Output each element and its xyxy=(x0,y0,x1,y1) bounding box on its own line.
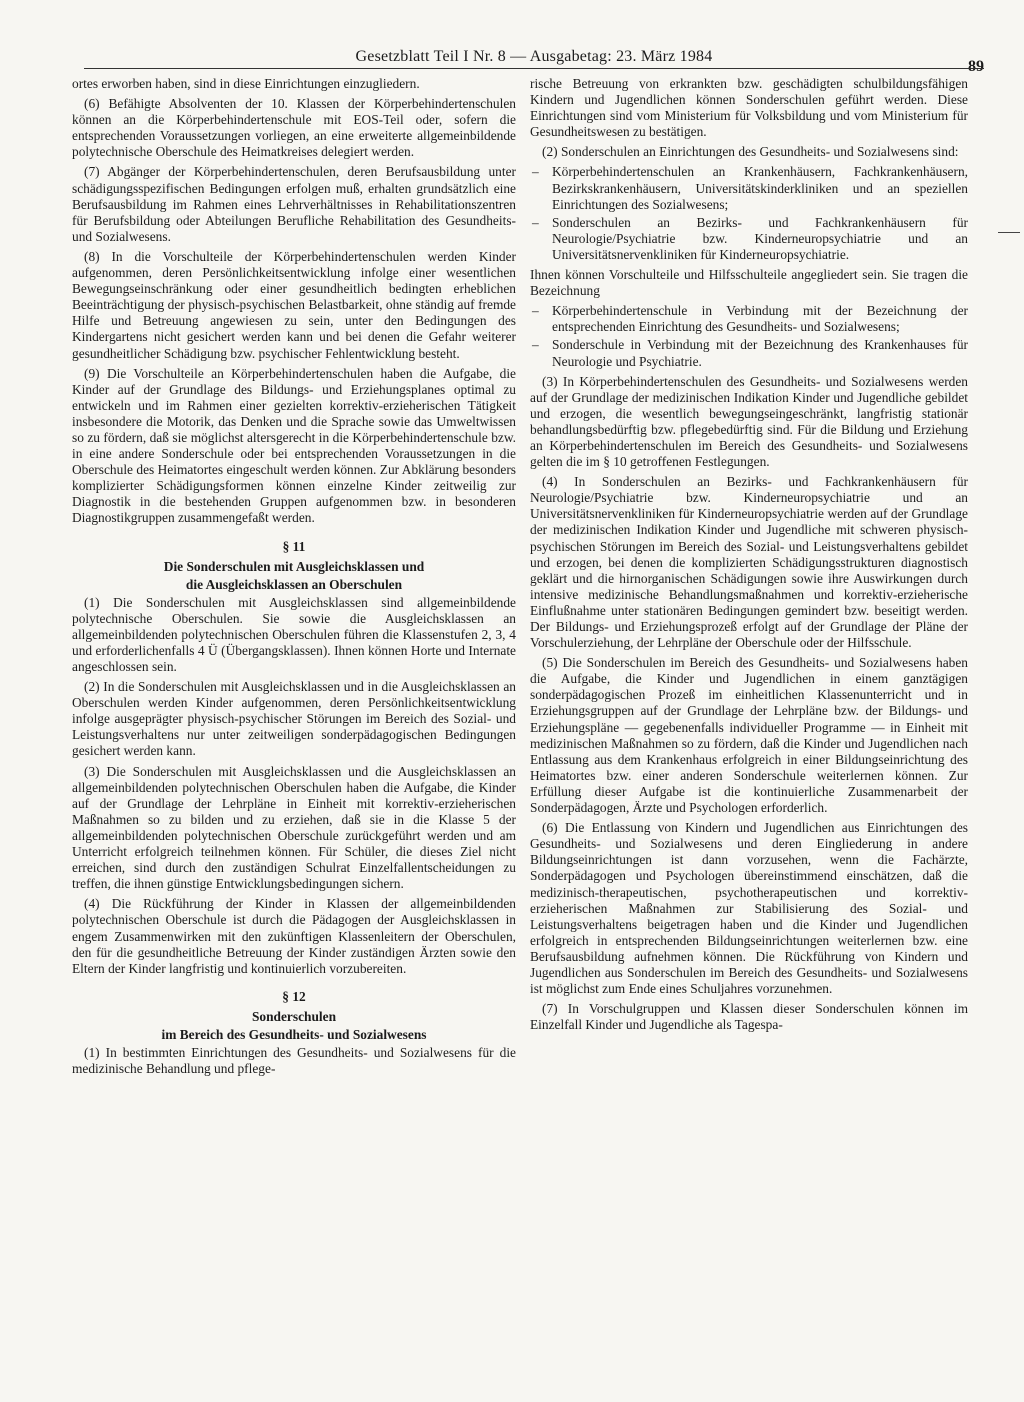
paragraph-12-3: (3) In Körperbehindertenschulen des Gesundheits- und Sozialwesens werden auf der Grundlage der medizinischen Indikation Kinder und Jugendliche gebildet und erzogen, die wesentlich bewegungseingeschränkt, langfristig stationär behandlungsbedürftig bzw. pflegebedürftig sind. Für die Bildung und Erziehung an Körperbehindertenschulen im Bereich des Gesundheits- und Sozialwesens gelten die im § 10 getroffenen Festlegungen. xyxy=(530,373,968,470)
paragraph-12-1-start: (1) In bestimmten Einrichtungen des Gesundheits- und Sozialwesens für die medizinische Behandlung und pflege- xyxy=(72,1044,516,1076)
paragraph-11-2: (2) In die Sonderschulen mit Ausgleichsklassen und in die Ausgleichsklassen an Oberschulen werden Kinder aufgenommen, deren Persönlichkeitsentwicklung infolge ausgeprägter physisch-psychischer Störungen im Bereich des Sozial- und Leistungsverhaltens nur unter zeitweiligen sonderpädagogischen Bedingungen gesichert werden kann. xyxy=(72,679,516,759)
section-12-number: § 12 xyxy=(282,988,306,1004)
section-11-number: § 11 xyxy=(282,538,306,554)
designation-list xyxy=(530,303,968,369)
section-11-title-line-1: Die Sonderschulen mit Ausgleichsklassen und xyxy=(163,558,425,574)
list-item: – Sonderschulen an Bezirks- und Fachkrankenhäusern für Neurologie/Psychiatrie bzw. Kinderneuropsychiatrie und an Universitätsnervenkliniken für Kinderneuropsychiatrie. xyxy=(530,215,968,263)
section-11-title-line-2: die Ausgleichsklassen an Oberschulen xyxy=(185,576,403,592)
section-12-title-line-2: im Bereich des Gesundheits- und Sozialwesens xyxy=(161,1026,427,1042)
list-item: – Körperbehindertenschule in Verbindung mit der Bezeichnung der entsprechenden Einrichtung des Gesundheits- und Sozialwesens; xyxy=(530,303,968,335)
paragraph-12-7-start: (7) In Vorschulgruppen und Klassen dieser Sonderschulen können im Einzelfall Kinder und Jugendliche als Tagespa- xyxy=(530,1001,968,1033)
paragraph-10-6: (6) Befähigte Absolventen der 10. Klassen der Körperbehindertenschulen können an die Körperbehindertenschule mit EOS-Teil oder, sofern die entsprechenden Voraussetzungen vorliegen, an eine erweiterte allgemeinbildende polytechnische Oberschule des Heimatkreises delegiert werden. xyxy=(72,96,516,160)
list-item: – Sonderschule in Verbindung mit der Bezeichnung des Krankenhauses für Neurologie und Psychiatrie. xyxy=(530,337,968,369)
paragraph-10-9: (9) Die Vorschulteile an Körperbehindertenschulen haben die Aufgabe, die Kinder auf der Grundlage des Bildungs- und Erziehungsplanes optimal zu entwickeln und im Rahmen einer gezielten korrektiv-erzieherischen Tätigkeit insbesondere die Motorik, das Denken und die Sprache sowie das Umweltwissen so zu fördern, daß sie möglichst altersgerecht in die Körperbehindertenschule bzw. in eine andere Sonderschule oder bei entsprechenden Voraussetzungen in die Oberschule des Heimatortes eingeschult werden können. Zur Abklärung besonders komplizierter Schädigungsformen können einzelne Kinder zeitweilig zur Diagnostik in die bestehenden Gruppen aufgenommen bzw. in besonderen Diagnostikgruppen zusammengefaßt werden. xyxy=(72,365,516,526)
paragraph-12-2-designation: Ihnen können Vorschulteile und Hilfsschulteile angegliedert sein. Sie tragen die Bezeichnung xyxy=(530,267,968,299)
paragraph-12-1-continuation: rische Betreuung von erkrankten bzw. geschädigten schulbildungsfähigen Kindern und Jugendlichen können Sonderschulen geführt werden. Diese Einrichtungen sind vom Ministerium für Volksbildung und vom Ministerium für Gesundheitswesen zu bestätigen. xyxy=(530,76,968,140)
paragraph-11-3: (3) Die Sonderschulen mit Ausgleichsklassen und die Ausgleichsklassen an allgemeinbildenden polytechnischen Oberschulen haben die Aufgabe, die Kinder auf der Grundlage der Lehrpläne in Einheit mit korrektiv-erzieherischen Maßnahmen so zu bilden und zu erziehen, daß sie in die Klasse 5 der allgemeinbildenden polytechnischen Oberschule zurückgeführt werden und am Unterricht erfolgreich teilnehmen können. Für Schüler, die dieses Ziel nicht erreichen, sind durch den zuständigen Schulrat Einzelfallentscheidungen zu treffen, die ihnen günstige Entwicklungsbedingungen sichern. xyxy=(72,763,516,892)
header-rule xyxy=(84,68,984,69)
paragraph-11-4: (4) Die Rückführung der Kinder in Klassen der allgemeinbildenden polytechnischen Oberschule ist durch die Pädagogen der Ausgleichsklassen in engem Zusammenwirken mit den zukünftigen Klassenleitern der Oberschulen, den für die gesundheitliche Betreuung der Kinder zuständigen Ärzten sowie den Eltern der Kinder langfristig und kontinuierlich vorzubereiten. xyxy=(72,896,516,976)
right-column xyxy=(530,76,968,1037)
page-number: 89 xyxy=(968,58,984,75)
list-item: – Körperbehindertenschulen an Krankenhäusern, Fachkrankenhäusern, Bezirkskrankenhäusern, Universitätskinderkliniken und an speziellen Einrichtungen des Sozialwesens; xyxy=(530,164,968,212)
section-12-title-line-1: Sonderschulen xyxy=(251,1008,337,1024)
paragraph-12-4: (4) In Sonderschulen an Bezirks- und Fachkrankenhäusern für Neurologie/Psychiatrie bzw. Kinderneuropsychiatrie und an Universitätsnervenkliniken für Kinderneuropsychiatrie werden auf der Grundlage der medizinischen Indikation Kinder und Jugendliche mit schweren physisch-psychischen Störungen im Bereich des Sozial- und Leistungsverhaltens gebildet und erzogen, bei denen die komplizierten Schädigungsstrukturen diagnostisch geklärt und die hirnorganischen Schädigungen sowie ihre Auswirkungen durch intensive medizinische Behandlungsmaßnahmen und korrektiv-erzieherische Einflußnahme unter stationären Bedingungen gemindert bzw. beseitigt werden. Der Bildungs- und Erziehungsprozeß erfolgt auf der Grundlage der Pläne der Vorschulerziehung, der Lehrpläne der Oberschule oder der Hilfsschule. xyxy=(530,474,968,651)
left-column xyxy=(72,76,516,1081)
margin-mark xyxy=(998,232,1020,233)
paragraph-11-1: (1) Die Sonderschulen mit Ausgleichsklassen sind allgemeinbildende polytechnische Oberschulen. Sie sowie die Ausgleichsklassen an allgemeinbildenden polytechnischen Oberschulen führen die Klassenstufen 2, 3, 4 und erforderlichenfalls 4 Ü (Übergangsklassen). Ihnen können Horte und Internate angeschlossen sein. xyxy=(72,594,516,674)
paragraph-12-5: (5) Die Sonderschulen im Bereich des Gesundheits- und Sozialwesens haben die Aufgabe, die Kinder und Jugendlichen in einem ganztägigen sonderpädagogischen Prozeß im einheitlichen Klassenunterricht und in Erziehungsgruppen auf der Grundlage der Lehrpläne bzw. der Bildungs- und Erziehungspläne — gegebenenfalls individueller Programme — in Einheit mit medizinischen Maßnahmen so zu fördern, daß die Kinder und Jugendlichen nach Entlassung aus dem Krankenhaus erfolgreich in einer Bildungseinrichtung des Heimatortes bzw. einer anderen Sonderschule weiterlernen können. Zur Erfüllung dieser Aufgabe ist die kontinuierliche Zusammenarbeit der Sonderpädagogen, Ärzte und Psychologen erforderlich. xyxy=(530,655,968,816)
paragraph-10-7: (7) Abgänger der Körperbehindertenschulen, deren Berufsausbildung unter schädigungsspezifischen Bedingungen erfolgen muß, erhalten grundsätzlich eine Berufsausbildung im Rahmen eines Lehrverhältnisses in Rehabilitationszentren für Berufsbildung oder Abteilungen Berufliche Rehabilitation des Gesundheits- und Sozialwesens. xyxy=(72,164,516,244)
header-title: Gesetzblatt Teil I Nr. 8 — Ausgabetag: 23. März 1984 xyxy=(355,48,713,65)
paragraph-12-6: (6) Die Entlassung von Kindern und Jugendlichen aus Einrichtungen des Gesundheits- und Sozialwesens und deren Eingliederung in andere Bildungseinrichtungen ist dann vorzusehen, wenn die Fachärzte, Sonderpädagogen und Psychologen übereinstimmend einschätzen, daß die medizinisch-therapeutischen, psychotherapeutischen und korrektiv-erzieherischen Maßnahmen zur Stabilisierung des Sozial- und Leistungsverhaltens beigetragen haben und die Kinder und Jugendlichen erfolgreich in entsprechenden Bildungseinrichtungen weiterlernen bzw. eine Berufsausbildung aufnehmen können. Die Rückführung von Kindern und Jugendlichen aus Sonderschulen im Bereich des Gesundheits- und Sozialwesens ist möglichst zum Ende eines Schuljahres vorzunehmen. xyxy=(530,820,968,997)
paragraph-10-8: (8) In die Vorschulteile der Körperbehindertenschulen werden Kinder aufgenommen, deren Persönlichkeitsentwicklung infolge einer wesentlichen Bewegungseinschränkung oder einer gesundheitlich bedingten erheblichen Beeinträchtigung der physisch-psychischen Belastbarkeit, ohne ständig auf fremde Hilfe und Betreuung angewiesen zu sein, unter den Bedingungen des Kindergartens nicht gesichert werden kann und bei denen die Gefahr weiterer gesundheitlicher Schädigung bzw. psychischer Fehlentwicklung besteht. xyxy=(72,248,516,361)
paragraph-continuation: ortes erworben haben, sind in diese Einrichtungen einzugliedern. xyxy=(72,76,420,91)
page-header xyxy=(84,44,984,75)
school-types-list xyxy=(530,164,968,263)
paragraph-12-2-intro: (2) Sonderschulen an Einrichtungen des Gesundheits- und Sozialwesens sind: xyxy=(542,144,959,160)
